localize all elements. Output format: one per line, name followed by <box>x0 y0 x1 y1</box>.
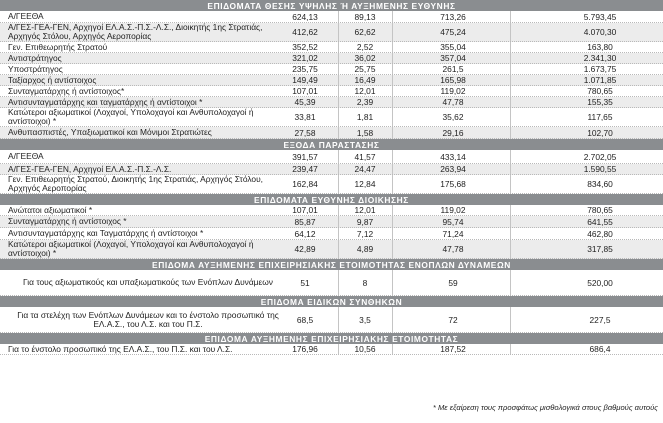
table-row <box>0 216 663 228</box>
column-divider <box>338 175 339 193</box>
value-cell: 2,39 <box>356 97 374 107</box>
column-divider <box>510 228 511 239</box>
value-cell: 624,13 <box>292 11 318 22</box>
value-cell: 187,52 <box>440 344 466 354</box>
row-label: Αντιστράτηγος <box>8 53 62 63</box>
row-label: Α/ΓΕΣ-ΓΕΑ-ΓΕΝ, Αρχηγοί ΕΛ.Α.Σ.-Π.Σ.-Λ.Σ. <box>8 164 172 174</box>
column-divider <box>510 344 511 354</box>
column-divider <box>392 270 393 295</box>
column-divider <box>338 205 339 215</box>
value-cell: 321,02 <box>292 53 318 63</box>
value-cell: 12,84 <box>354 179 376 189</box>
column-divider <box>338 344 339 354</box>
value-cell: 227,5 <box>589 314 611 325</box>
column-divider <box>392 127 393 138</box>
row-label: Α/ΓΕΕΘΑ <box>8 11 44 21</box>
value-cell: 107,01 <box>292 86 318 96</box>
value-cell: 357,04 <box>440 53 466 63</box>
value-cell: 175,68 <box>440 179 466 189</box>
column-divider <box>338 97 339 107</box>
value-cell: 263,94 <box>440 164 466 174</box>
column-divider <box>338 216 339 227</box>
value-cell: 33,81 <box>294 112 316 122</box>
value-cell: 117,65 <box>587 112 613 122</box>
value-cell: 51 <box>300 277 310 288</box>
row-label: Συνταγματάρχης ή αντίστοιχος* <box>8 86 125 96</box>
table-row <box>0 53 663 64</box>
column-divider <box>392 175 393 193</box>
value-cell: 3,5 <box>359 314 371 325</box>
column-divider <box>338 164 339 174</box>
value-cell: 520,00 <box>587 277 613 288</box>
row-label: Για τους αξιωματικούς και υπαξιωματικούς των Ενόπλων Δυνάμεων <box>23 277 273 287</box>
value-cell: 62,62 <box>354 27 376 37</box>
column-divider <box>392 307 393 332</box>
value-cell: 47,78 <box>442 244 464 254</box>
table-row <box>0 175 663 194</box>
column-divider <box>392 108 393 126</box>
row-label: Α/ΓΕΣ-ΓΕΑ-ΓΕΝ, Αρχηγοί ΕΛ.Α.Σ.-Π.Σ.-Λ.Σ., Διοικητής 1ης Στρατιάς, Αρχηγός Στόλου, Αρχηγός Αεροπορίας <box>8 23 263 41</box>
section-header: ΕΠΙΔΟΜΑ ΑΥΞΗΜΕΝΗΣ ΕΠΙΧΕΙΡΗΣΙΑΚΗΣ ΕΤΟΙΜΟΤΗΤΑΣ ΕΝΟΠΛΩΝ ΔΥΝΑΜΕΩΝ <box>0 259 663 270</box>
table-row <box>0 228 663 240</box>
value-cell: 27,58 <box>294 127 316 138</box>
column-divider <box>338 75 339 85</box>
section-header: ΕΠΙΔΟΜΑΤΑ ΘΕΣΗΣ ΥΨΗΛΗΣ Ή ΑΥΞΗΜΕΝΗΣ ΕΥΘΥΝΗΣ <box>0 0 663 11</box>
value-cell: 25,75 <box>354 64 376 74</box>
column-divider <box>392 344 393 354</box>
row-label: Γεν. Επιθεωρητής Στρατού, Διοικητής 1ης Στρατιάς, Αρχηγός Στόλου, Αρχηγός Αεροπορίας <box>8 175 263 193</box>
row-label: Υποστράτηγος <box>8 64 63 74</box>
value-cell: 64,12 <box>294 228 316 239</box>
value-cell: 475,24 <box>440 27 466 37</box>
column-divider <box>392 75 393 85</box>
value-cell: 45,39 <box>294 97 316 107</box>
column-divider <box>392 53 393 63</box>
row-label: Για το ένστολο προσωπικό της ΕΛ.Α.Σ., του Π.Σ. και του Λ.Σ. <box>8 344 233 354</box>
value-cell: 149,49 <box>292 75 318 85</box>
column-divider <box>392 205 393 215</box>
column-divider <box>510 150 511 163</box>
row-label: Συνταγματάρχης ή αντίστοιχος * <box>8 216 127 226</box>
row-label: Αντισυνταγματάρχης και Ταγματάρχης ή αντίστοιχοι * <box>8 228 204 238</box>
value-cell: 95,74 <box>442 216 464 227</box>
table-row <box>0 11 663 23</box>
value-cell: 1.673,75 <box>583 64 617 74</box>
table-row <box>0 75 663 86</box>
column-divider <box>510 75 511 85</box>
value-cell: 391,57 <box>292 151 318 162</box>
table-row <box>0 164 663 175</box>
value-cell: 1.071,85 <box>583 75 617 85</box>
value-cell: 8 <box>362 277 368 288</box>
column-divider <box>392 150 393 163</box>
column-divider <box>338 53 339 63</box>
column-divider <box>392 240 393 258</box>
value-cell: 119,02 <box>440 86 466 96</box>
column-divider <box>338 228 339 239</box>
value-cell: 155,35 <box>587 97 613 107</box>
column-divider <box>510 11 511 22</box>
section-header: ΕΠΙΔΟΜΑ ΕΙΔΙΚΩΝ ΣΥΝΘΗΚΩΝ <box>0 296 663 307</box>
value-cell: 35,62 <box>442 112 464 122</box>
column-divider <box>338 127 339 138</box>
column-divider <box>338 150 339 163</box>
value-cell: 165,98 <box>440 75 466 85</box>
column-divider <box>510 240 511 258</box>
column-divider <box>392 97 393 107</box>
column-divider <box>338 270 339 295</box>
value-cell: 24,47 <box>354 164 376 174</box>
column-divider <box>338 307 339 332</box>
column-divider <box>338 42 339 52</box>
row-label: Κατώτεροι αξιωματικοί (Λοχαγοί, Υπολοχαγοί και Ανθυπολοχαγοί ή αντίστοιχοι) * <box>8 240 254 258</box>
table-row <box>0 97 663 108</box>
value-cell: 412,62 <box>292 27 318 37</box>
table-row <box>0 307 663 333</box>
value-cell: 780,65 <box>587 86 613 96</box>
column-divider <box>510 86 511 96</box>
value-cell: 7,12 <box>356 228 374 239</box>
value-cell: 16,49 <box>354 75 376 85</box>
table-row <box>0 42 663 53</box>
value-cell: 5.793,45 <box>583 11 617 22</box>
value-cell: 72 <box>448 314 458 325</box>
table-row <box>0 240 663 259</box>
column-divider <box>392 11 393 22</box>
value-cell: 119,02 <box>440 205 466 215</box>
value-cell: 355,04 <box>440 42 466 52</box>
value-cell: 317,85 <box>587 244 613 254</box>
column-divider <box>510 23 511 41</box>
value-cell: 433,14 <box>440 151 466 162</box>
value-cell: 102,70 <box>587 127 613 138</box>
row-label: Γεν. Επιθεωρητής Στρατού <box>8 42 108 52</box>
table-row <box>0 205 663 216</box>
value-cell: 47,78 <box>442 97 464 107</box>
table-row <box>0 64 663 75</box>
value-cell: 462,80 <box>587 228 613 239</box>
table-row <box>0 108 663 127</box>
column-divider <box>392 164 393 174</box>
column-divider <box>338 240 339 258</box>
value-cell: 12,01 <box>354 205 376 215</box>
column-divider <box>392 42 393 52</box>
row-label: Για τα στελέχη των Ενόπλων Δυνάμεων και το ένστολο προσωπικό της ΕΛ.Α.Σ., του Λ.Σ. και του Π.Σ. <box>17 309 279 329</box>
column-divider <box>510 164 511 174</box>
column-divider <box>510 53 511 63</box>
footnote: * Με εξαίρεση τους προσφάτως μισθολογικά στους βαθμούς αυτούς <box>432 403 658 412</box>
value-cell: 4.070,30 <box>583 27 617 37</box>
value-cell: 36,02 <box>354 53 376 63</box>
value-cell: 686,4 <box>589 344 611 354</box>
column-divider <box>510 97 511 107</box>
value-cell: 713,26 <box>440 11 466 22</box>
table-row <box>0 127 663 139</box>
value-cell: 107,01 <box>292 205 318 215</box>
table-row <box>0 86 663 97</box>
column-divider <box>338 108 339 126</box>
value-cell: 641,55 <box>587 216 613 227</box>
section-header: ΕΠΙΔΟΜΑ ΑΥΞΗΜΕΝΗΣ ΕΠΙΧΕΙΡΗΣΙΑΚΗΣ ΕΤΟΙΜΟΤΗΤΑΣ <box>0 333 663 344</box>
value-cell: 59 <box>448 277 458 288</box>
column-divider <box>510 270 511 295</box>
value-cell: 1,58 <box>356 127 374 138</box>
value-cell: 834,60 <box>587 179 613 189</box>
column-divider <box>510 42 511 52</box>
table-row <box>0 344 663 355</box>
column-divider <box>510 205 511 215</box>
column-divider <box>510 64 511 74</box>
value-cell: 239,47 <box>292 164 318 174</box>
value-cell: 176,96 <box>292 344 318 354</box>
section-header: ΕΠΙΔΟΜΑΤΑ ΕΥΘΥΝΗΣ ΔΙΟΙΚΗΣΗΣ <box>0 194 663 205</box>
value-cell: 68,5 <box>296 314 314 325</box>
column-divider <box>392 86 393 96</box>
value-cell: 1,81 <box>356 112 374 122</box>
value-cell: 235,75 <box>292 64 318 74</box>
value-cell: 29,16 <box>442 127 464 138</box>
column-divider <box>510 216 511 227</box>
value-cell: 71,24 <box>442 228 464 239</box>
value-cell: 352,52 <box>292 42 318 52</box>
row-label: Ανώτατοι αξιωματικοί * <box>8 205 93 215</box>
value-cell: 9,87 <box>356 216 374 227</box>
column-divider <box>392 228 393 239</box>
row-label: Κατώτεροι αξιωματικοί (Λοχαγοί, Υπολοχαγοί και Ανθυπολοχαγοί ή αντίστοιχοι) * <box>8 108 254 126</box>
value-cell: 4,89 <box>356 244 374 254</box>
value-cell: 42,89 <box>294 244 316 254</box>
value-cell: 10,56 <box>354 344 376 354</box>
value-cell: 162,84 <box>292 179 318 189</box>
table-row <box>0 23 663 42</box>
row-label: Ανθυπασπιστές, Υπαξιωματικοί και Μόνιμοι Στρατιώτες <box>8 127 212 137</box>
value-cell: 780,65 <box>587 205 613 215</box>
column-divider <box>510 307 511 332</box>
value-cell: 163,80 <box>587 42 613 52</box>
column-divider <box>392 64 393 74</box>
value-cell: 2.341,30 <box>583 53 617 63</box>
column-divider <box>392 216 393 227</box>
column-divider <box>338 86 339 96</box>
column-divider <box>338 11 339 22</box>
column-divider <box>338 64 339 74</box>
value-cell: 261,5 <box>442 64 464 74</box>
value-cell: 2.702,05 <box>583 151 617 162</box>
table-row <box>0 270 663 296</box>
row-label: Α/ΓΕΕΘΑ <box>8 151 44 161</box>
section-header: ΕΞΟΔΑ ΠΑΡΑΣΤΑΣΗΣ <box>0 139 663 150</box>
value-cell: 2,52 <box>356 42 374 52</box>
value-cell: 1.590,55 <box>583 164 617 174</box>
row-label: Αντισυνταγματάρχης και ταγματάρχης ή αντίστοιχοι * <box>8 97 203 107</box>
column-divider <box>510 175 511 193</box>
column-divider <box>510 108 511 126</box>
table-row <box>0 150 663 164</box>
value-cell: 41,57 <box>354 151 376 162</box>
column-divider <box>510 127 511 138</box>
column-divider <box>338 23 339 41</box>
value-cell: 89,13 <box>354 11 376 22</box>
row-label: Ταξίαρχος ή αντίστοιχος <box>8 75 97 85</box>
column-divider <box>392 23 393 41</box>
value-cell: 85,87 <box>294 216 316 227</box>
value-cell: 12,01 <box>354 86 376 96</box>
